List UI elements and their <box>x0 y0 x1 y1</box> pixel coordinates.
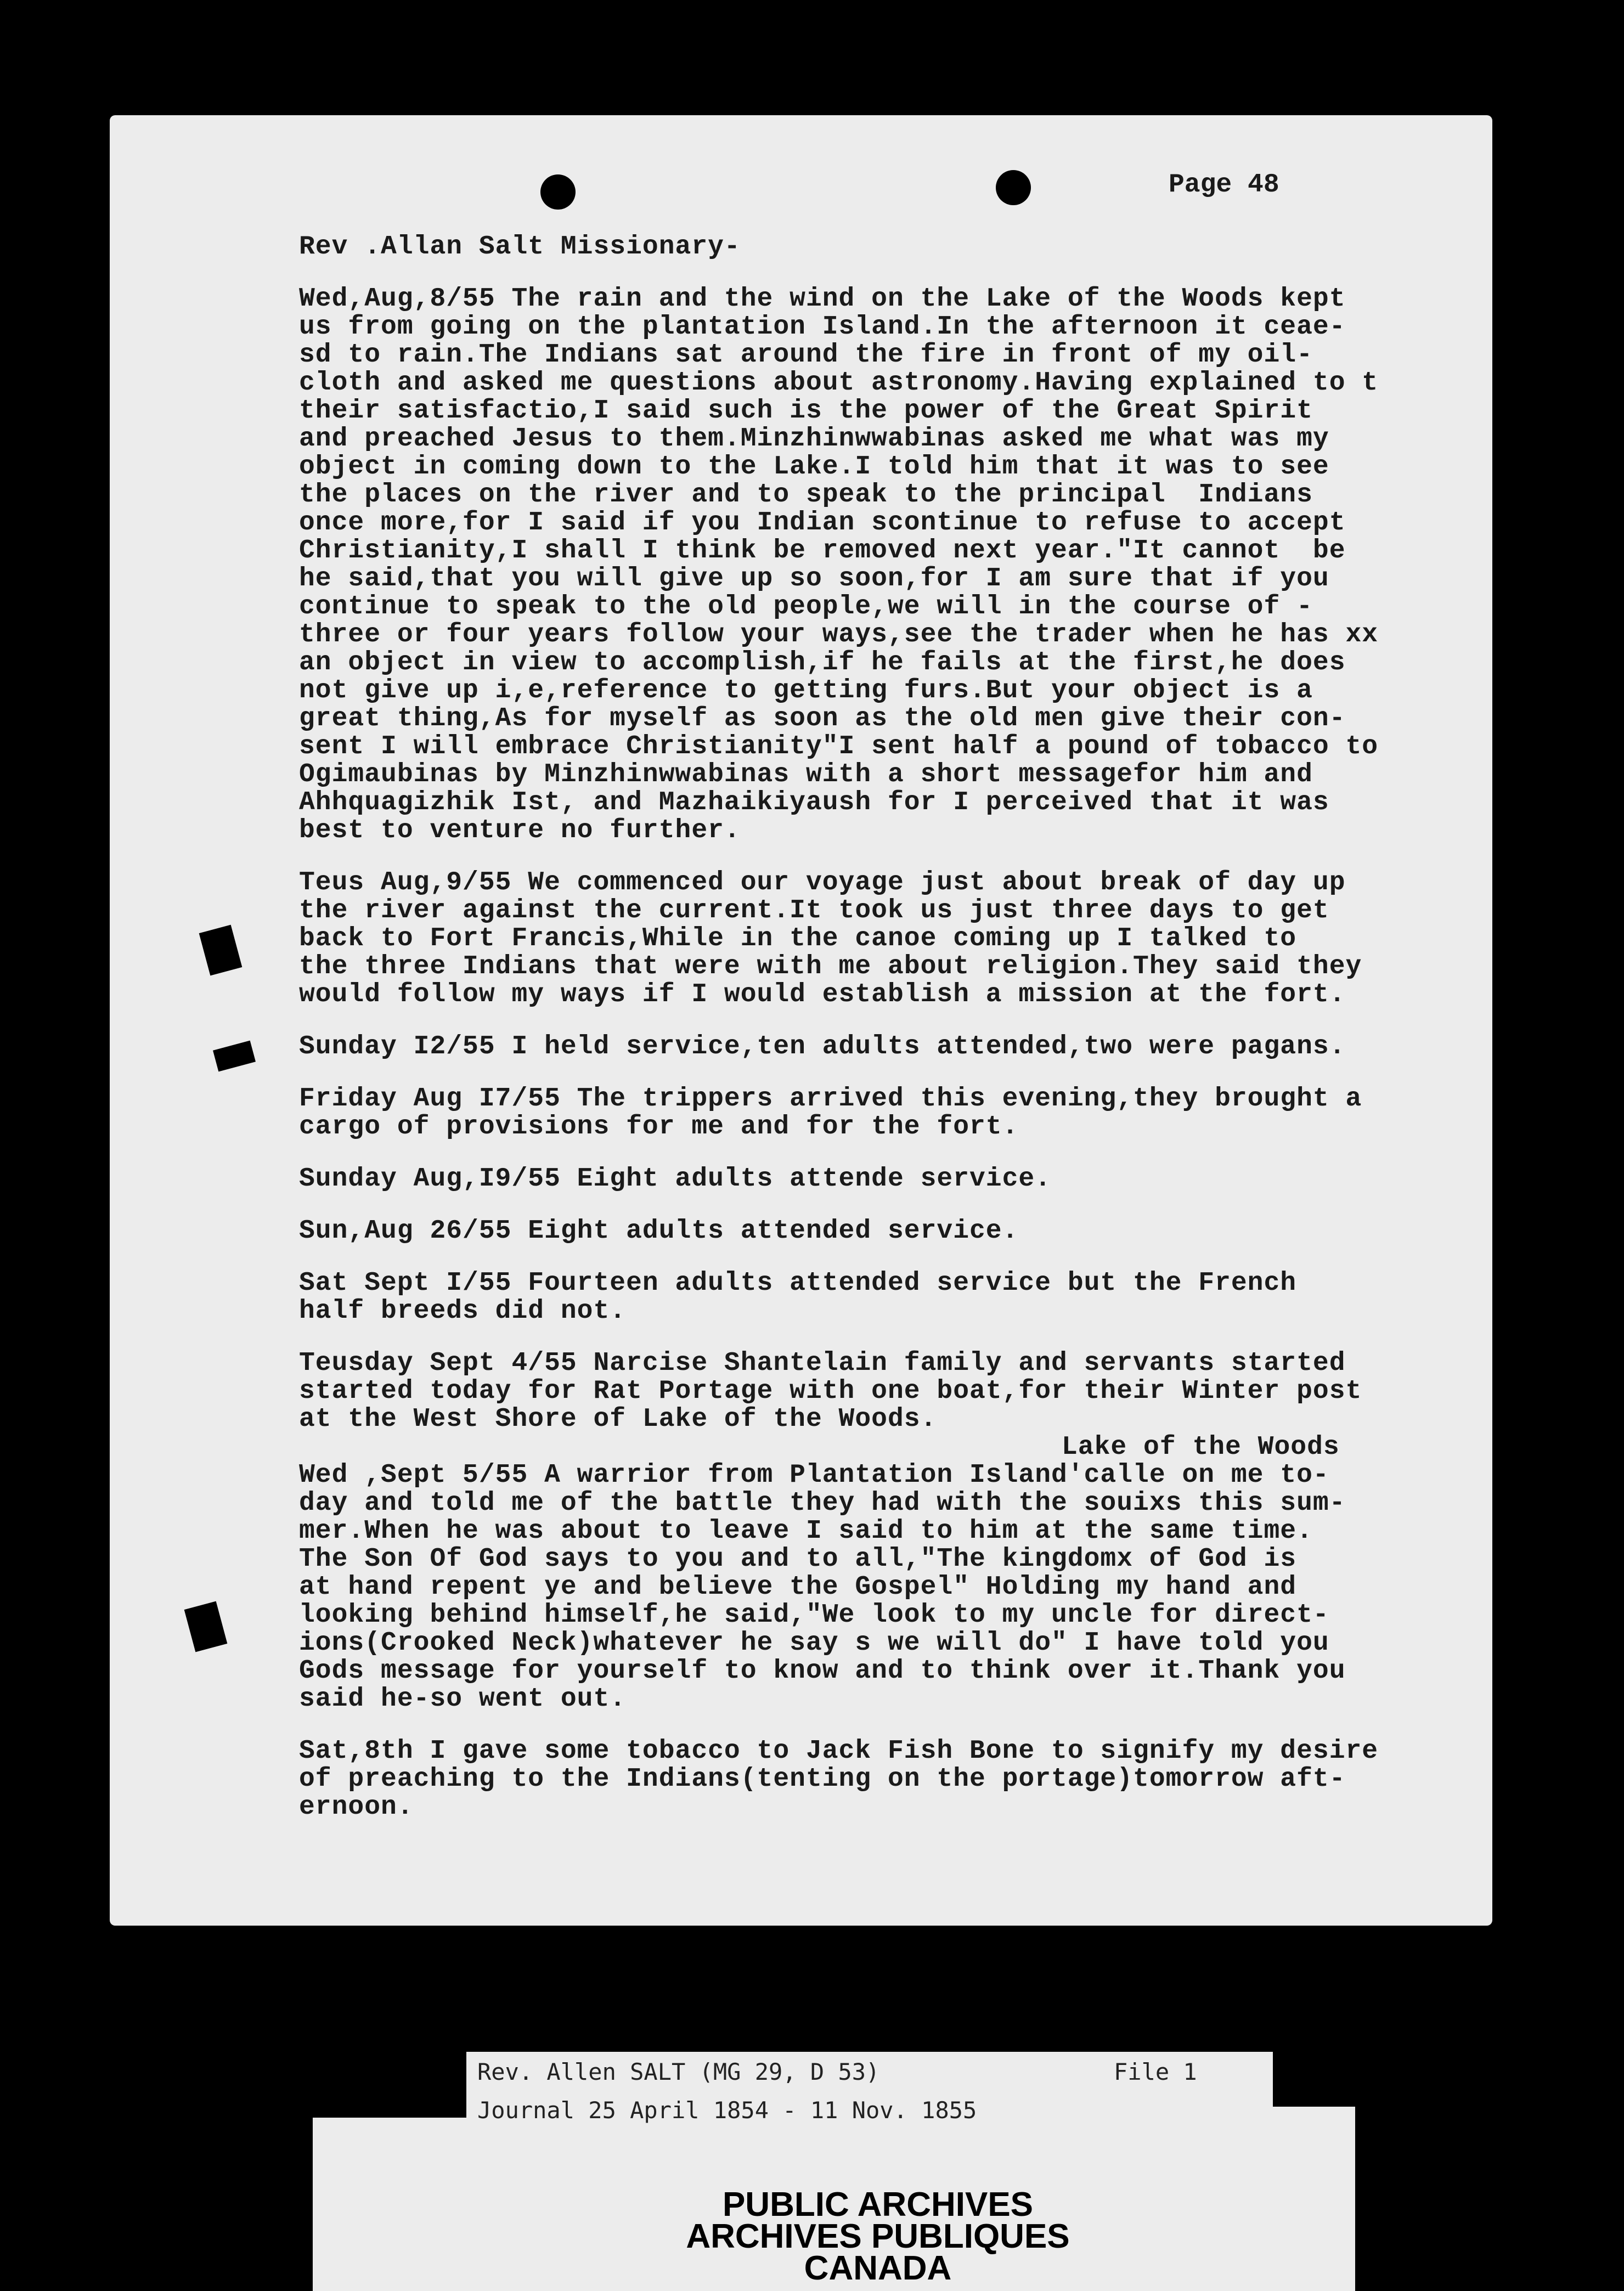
journal-entry: Teus Aug,9/55 We commenced our voyage just about break of day up the river against the current.It took us just three days to get back to Fort Francis,While in the canoe coming up I talked to the three Indians that were with me about religion.They said they would follow my ways if I would establish a mission at the fort. <box>299 868 1362 1009</box>
document-title: Rev .Allan Salt Missionary- <box>299 232 741 262</box>
stamp-line: ARCHIVES PUBLIQUES <box>686 2217 1070 2255</box>
place-note: Lake of the Woods <box>1062 1432 1340 1462</box>
punch-hole-left <box>540 174 576 210</box>
journal-entry: Wed ,Sept 5/55 A warrior from Plantation Island'calle on me to- day and told me of the battle they had with the souixs this sum- mer.When he was about to leave I said to him at the same time. The Son Of God says to you and to all,"The kingdomx of God is at hand repent ye and believe the Gospel" Holding my hand and looking behind himself,he said,"We look to my uncle for direct- ions(Crooked Neck)whatever he say s we will do" I have told you Gods message for yourself to know and to think over it.Thank you said he-so went out. <box>299 1460 1346 1714</box>
archive-label <box>466 2052 1273 2162</box>
journal-entry: Sunday Aug,I9/55 Eight adults attende service. <box>299 1164 1052 1194</box>
journal-entry: Sat Sept I/55 Fourteen adults attended service but the French half breeds did not. <box>299 1268 1297 1326</box>
journal-entry: Sat,8th I gave some tobacco to Jack Fish Bone to signify my desire of preaching to the Indians(tenting on the portage)tomorrow aft- ernoon. <box>299 1736 1379 1822</box>
archive-label-collection: Rev. Allen SALT (MG 29, D 53) <box>477 2058 880 2085</box>
journal-entry: Teusday Sept 4/55 Narcise Shantelain family and servants started started today for Rat Portage with one boat,for their Winter post at the West Shore of Lake of the Woods. <box>299 1348 1362 1434</box>
journal-entry: Friday Aug I7/55 The trippers arrived this evening,they brought a cargo of provisions for me and for the fort. <box>299 1084 1362 1142</box>
journal-entry: Wed,Aug,8/55 The rain and the wind on the Lake of the Woods kept us from going on the plantation Island.In the afternoon it ceae- sd to rain.The Indians sat around the fire in front of my oil- cloth and asked me questions about astronomy.Having explained to t their satisfactio,I said such is the power of the Great Spirit and preached Jesus to them.Minzhinwwabinas asked me what was my object in coming down to the Lake.I told him that it was to see the places on the river and to speak to the principal Indians once more,for I said if you Indian scontinue to refuse to accept Christianity,I shall I think be removed next year."It cannot be he said,that you will give up so soon,for I am sure that if you continue to speak to the old people,we will in the course of - three or four years follow your ways,see the trader when he has xx an object in view to accomplish,if he fails at the first,he does not give up i,e,reference to getting furs.But your object is a great thing,As for myself as soon as the old men give their con- sent I will embrace Christianity"I sent half a pound of tobacco to Ogimaubinas by Minzhinwwabinas with a short messagefor him and Ahhquagizhik Ist, and Mazhaikiyaush for I perceived that it was best to venture no further. <box>299 284 1379 845</box>
archive-label-file: File 1 <box>1114 2058 1197 2085</box>
stamp-line: CANADA <box>804 2249 952 2287</box>
journal-entry: Sunday I2/55 I held service,ten adults attended,two were pagans. <box>299 1032 1346 1062</box>
journal-text <box>299 233 1429 1846</box>
stamp-line: PUBLIC ARCHIVES <box>722 2186 1034 2224</box>
punch-hole-right <box>996 170 1031 205</box>
archive-card-tab <box>1273 2107 1355 2129</box>
journal-entry: Sun,Aug 26/55 Eight adults attended service. <box>299 1216 1019 1246</box>
archives-stamp <box>631 2186 1125 2287</box>
page-number: Page 48 <box>1169 170 1279 200</box>
archive-label-journal: Journal 25 April 1854 - 11 Nov. 1855 <box>477 2097 977 2124</box>
